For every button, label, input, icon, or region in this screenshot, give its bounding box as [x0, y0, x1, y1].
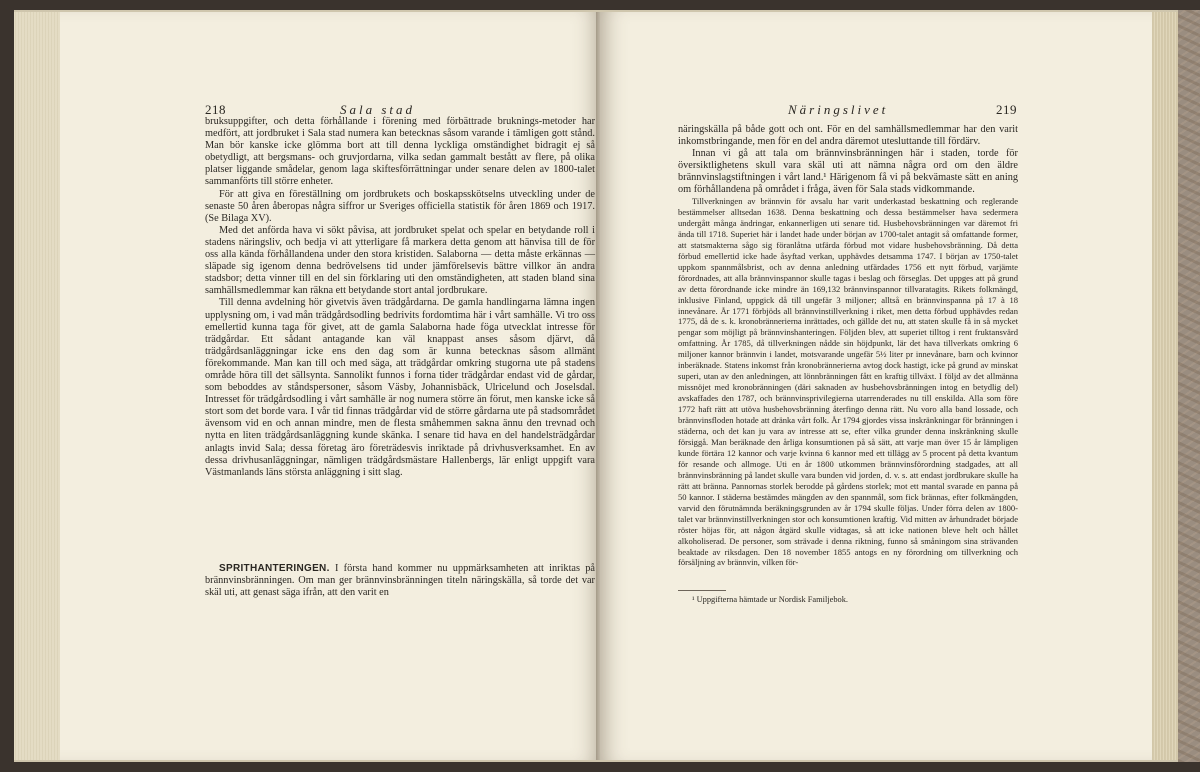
left-page-number: 218: [205, 102, 226, 117]
right-running-title: Näringslivet: [788, 102, 889, 117]
right-page: [600, 12, 1152, 760]
small-paragraph: Tillverkningen av brännvin för avsalu har varit underkastad beskattning och reglerande bestämmelser alltsedan 1638. Denna beskattning och dessa bestämmelser hava sedermera undergått många ändringar, enkannerligen uti senare tid. Husbehovsbränningen var däremot fri ända till 1718. Superiet här i landet hade under början av 1700-talet antagit så omfattande former, att statsmakterna sågo sig föranlåtna utfärda förbud mot vidare husbehovsbränning. Då detta förbud emellertid icke hade åsyftad verkan, upphävdes detsamma 1747. I början av 1750-talet uppkom spannmålsbrist, och av denna anledning utfärdades 1756 ett nytt förbud, varjämte förordnades, att alla brännvinspannor skulle tagas i beslag och förseglas. Det uppges att på grund av detta förordnande icke mindre än 169,132 brännvinspannor tillvaratagits. Rikets folkmängd, inklusive Finland, uppgick då till ungefär 3 miljoner; alltså en brännvinspanna på 17 à 18 innevånare. År 1771 förbjöds all brännvinstillverkning i riket, men detta förbud upphävdes redan 1775, då de s. k. kronobrännerierna inrättades, och gällde det nu, att staten skulle få in så mycket pengar som möjligt på brännvinshanteringen. Följden blev, att superiet tilltog i rent fruktansvärd omfattning. År 1785, då tillverkningen nådde sin höjdpunkt, lär det hava tillverkats omkring 6 miljoner kannor brännvin i landet, motsvarande ungefär 5½ liter pr innevånare, barn och kvinnor inberäknade. Statens inkomst från kronobrännerierna avtog dock hastigt, icke på grund av minskat superi, utan av den anledningen, att lönnbränningen fått en kraftig tillväxt. I följd av det allmänna missnöjet med kronobränningen (däri saknaden av husbehovsbränningen intog en betydlig del) avskaffades den 1787, och brännvinsprivilegierna utarrenderades nu till enskilda. Alla som före 1772 haft rätt att utöva husbehovsbränning återfingo denna rätt. Nu voro alla band lossade, och brännvinsfloden hotade att dränka vårt folk. År 1794 gjordes vissa inskränkningar för bränningen i städerna, och det kan ju vara av intresse att se, efter vilka grunder denna inskränkning skulle försiggå. Man beräknade den årliga konsumtionen på så sätt, att varje man över 15 år lämpligen kunde förtära 12 kannor och varje kvinna 6 kannor med ett tillägg av 5 procent på detta kvantum för resande och allmoge. Uti en år 1800 utkommen brännvinsförordning stadgades, att all brännvinsbränning på landet skulle vara bunden vid jorden, d. v. s. att endast jordbrukare skulle ha rätt att bränna. Pannornas storlek berodde på gårdens storlek; mot ett mantal svarade en panna på 50 kannor. I städerna bestämdes mängden av den spannmål, som fick brännas, efter folkmängden, varvid den förutnämnda beräkningsgrunden av år 1794 skulle följas. Under förra delen av 1800-talet var brännvinstillverkningen stor och konsumtionen kraftig. Vid mitten av århundradet började röster höjas för, att någon åtgärd skulle vidtagas, så att icke nationen bleve helt och hållet alkoholiserad. De personer, som strävade i denna riktning, funno så småningom sina strävanden beaktade av riksdagen. Den 18 november 1855 antogs en ny förordning om tillverkning och försäljning av brännvin, vilken för-: [678, 196, 1018, 568]
paragraph: bruksuppgifter, och detta förhållande i förening med förbättrade bruknings-metoder har medfört, att jordbruket i Sala stad numera kan betecknas såsom varande i tämligen gott stånd. Man bör kanske icke glömma bort att till denna lyckliga omständighet bidragit ej så obetydligt, att bergsmans- och gruvjordarna, vilka sedan gammalt bestått av flere, på olika platser liggande smådelar, genom laga skiftesförrättningar under senare delen av 1800-talet sammanförts till större enheter.: [205, 116, 595, 188]
paragraph: Innan vi gå att tala om brännvinsbränningen här i staden, torde för översiktlighetens skull vara skäl uti att nämna några ord om den äldre brännvinslagstiftningen i vårt land.¹ Härigenom få vi på bekvämaste sätt en aning om förhållandena på området i fråga, även för Sala stads vidkommande.: [678, 148, 1018, 196]
left-running-title: Sala stad: [340, 102, 416, 117]
left-page: [60, 12, 600, 760]
footnote-rule: [678, 590, 726, 591]
right-page-number: 219: [996, 102, 1017, 117]
paragraph: Till denna avdelning hör givetvis även trädgårdarna. De gamla handlingarna lämna ingen upplysning om, i vad mån trädgårdsodling bedrivits fordomtima här i vårt samhälle. Vi tro oss emellertid kunna taga för givet, att de gamla Salaborna hade föga utvecklat intresse för trädgårdar. Ett sådant antagande kan väl knappast anses såsom djärvt, då trädgårdsanläggningar icke ens den dag som är kunna betecknas såsom allmänt förekommande. Man kan till och med säga, att trädgårdar omkring stugorna ute på stadens område höra till det sällsynta. Sannolikt funnos i forna tider trädgårdar endast vid de gårdar, som beboddes av ståndspersoner, såsom Väsby, Johannisbäck, Ulricelund och Joselsdal. Intresset för trädgårdsodling i vårt samhälle är nog numera större än förut, men kanske icke så stort som det borde vara. I vår tid finnas trädgårdar vid de större gårdarna ute på stadsområdet ävensom vid en och annan mindre, men de flesta småhemmen sakna ännu den trevnad och nytta en liten trädgårdsanläggning kunde skänka. I senare tid hava en del handelsträdgårdar anlagts invid Sala; dessa företag äro företrädesvis inriktade på drivhusverksamhet. En av dessa drivhusanläggningar, nämligen trädgårdsmästare Hallenbergs, lär enligt uppgift vara Västmanlands läns största anläggning i sitt slag.: [205, 297, 595, 478]
left-section: [205, 563, 595, 599]
right-page-edges: [1150, 12, 1178, 760]
paragraph: Med det anförda hava vi sökt påvisa, att jordbruket spelat och spelar en betydande roll i stadens näringsliv, och bedja vi att ytterligare få markera detta genom att hänvisa till de för oss alla kända förhållandena under den stora kristiden. Salaborna — detta måste erkännas — släpade sig igenom denna bedrövelsens tid under jämförelsevis bättre villkor än andra stadsbor; detta vinner till en del sin förklaring uti den omständigheten, att staden bland sina samhällsmedlemmar kan räkna ett betydande stort antal jordbrukare.: [205, 224, 595, 297]
left-page-edges: [14, 12, 60, 760]
marbled-cover-edge: [1178, 10, 1200, 762]
footnote: ¹ Uppgifterna hämtade ur Nordisk Familjebok.: [692, 595, 849, 604]
section-heading: SPRITHANTERINGEN.: [219, 563, 330, 574]
left-body-text: [205, 116, 595, 479]
paragraph: För att giva en föreställning om jordbrukets och boskapsskötselns utveckling under de senaste 50 åren åberopas några siffror ur Sveriges officiella statistik för åren 1869 och 1917. (Se Bilaga XV).: [205, 188, 595, 224]
paragraph: näringskälla på både gott och ont. För en del samhällsmedlemmar har den varit inkomstbringande, men för en del andra däremot utesluttande till fördärv.: [678, 124, 1018, 148]
right-small-text: [678, 196, 1018, 568]
right-body-text: [678, 124, 1018, 197]
section-text: I första hand kommer nu uppmärksamheten att inriktas på brännvinsbränningen. Om man ger brännvinsbränningen titeln näringskälla, så torde det var skäl uti, att genast säga ifrån, att den varit en: [205, 563, 595, 599]
